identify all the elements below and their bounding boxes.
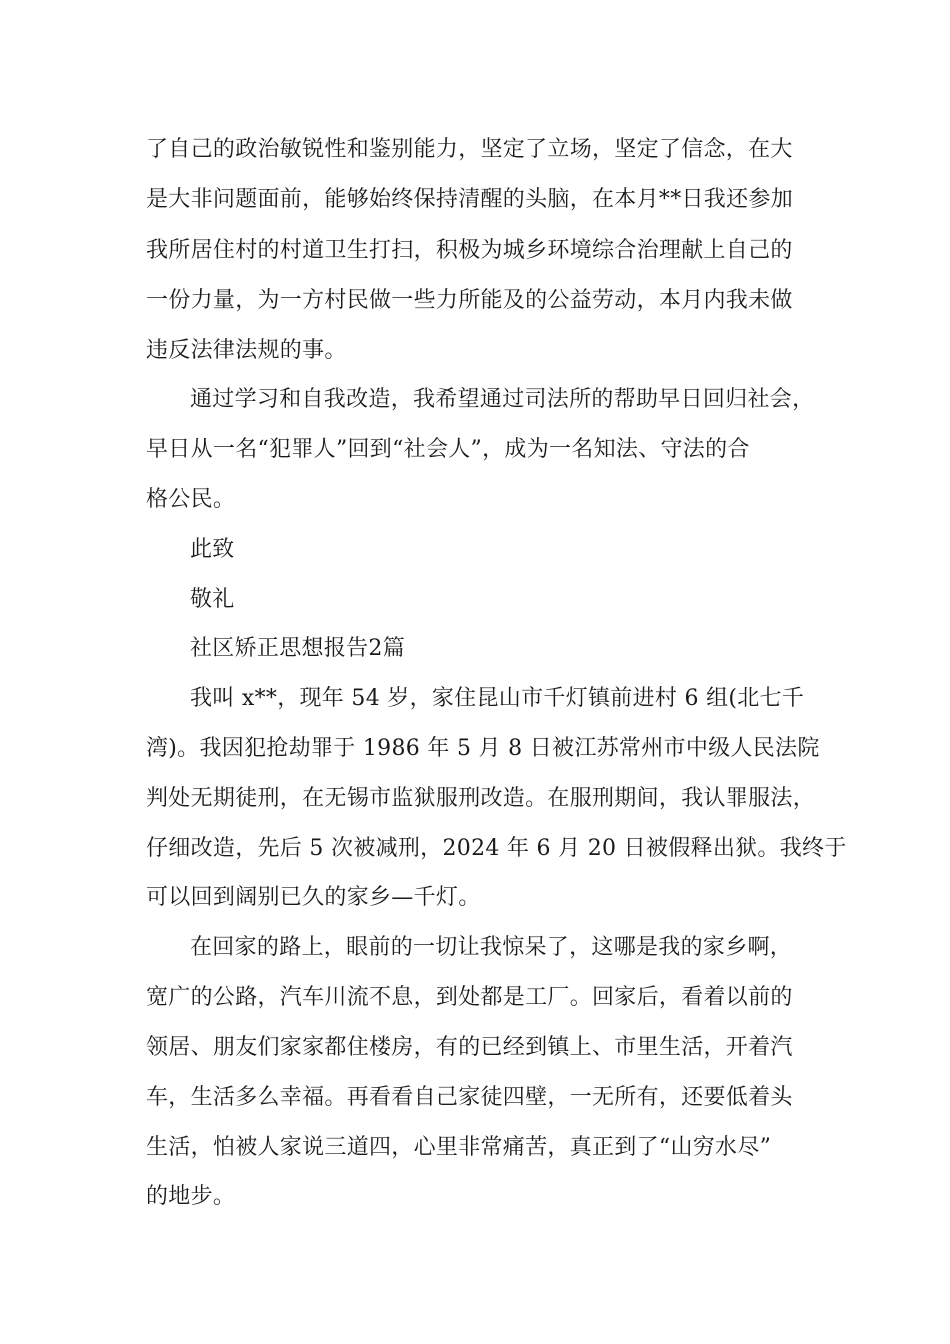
paragraph-line: 通过学习和自我改造，我希望通过司法所的帮助早日回归社会， <box>190 387 815 412</box>
paragraph-line: 宽广的公路，汽车川流不息，到处都是工厂。回家后，看着以前的 <box>146 985 793 1010</box>
paragraph-line: 仔细改造，先后 5 次被减刑，2024 年 6 月 20 日被假释出狱。我终于 <box>146 836 847 861</box>
paragraph-line: 违反法律法规的事。 <box>146 338 347 363</box>
paragraph-line: 判处无期徒刑，在无锡市监狱服刑改造。在服刑期间，我认罪服法， <box>146 786 816 811</box>
section-title: 社区矫正思想报告2篇 <box>190 636 405 661</box>
paragraph-line: 湾)。我因犯抢劫罪于 1986 年 5 月 8 日被江苏常州市中级人民法院 <box>146 736 820 761</box>
paragraph-line: 了自己的政治敏锐性和鉴别能力，坚定了立场，坚定了信念，在大 <box>146 137 793 162</box>
paragraph-line: 在回家的路上，眼前的一切让我惊呆了，这哪是我的家乡啊， <box>190 935 793 960</box>
paragraph-line: 领居、朋友们家家都住楼房，有的已经到镇上、市里生活，开着汽 <box>146 1035 793 1060</box>
paragraph-line: 可以回到阔别已久的家乡—千灯。 <box>146 885 481 910</box>
paragraph-line: 的地步。 <box>146 1184 236 1209</box>
paragraph-line: 格公民。 <box>146 487 236 512</box>
paragraph-line: 是大非问题面前，能够始终保持清醒的头脑，在本月**日我还参加 <box>146 187 794 212</box>
paragraph-line: 我叫 x**，现年 54 岁，家住昆山市千灯镇前进村 6 组(北七千 <box>190 686 805 711</box>
paragraph-line: 早日从一名“犯罪人”回到“社会人”，成为一名知法、守法的合 <box>146 437 750 462</box>
closing-respect: 敬礼 <box>190 587 235 612</box>
paragraph-line: 生活，怕被人家说三道四，心里非常痛苦，真正到了“山穷水尽” <box>146 1135 772 1160</box>
paragraph-line: 我所居住村的村道卫生打扫，积极为城乡环境综合治理献上自己的 <box>146 238 793 263</box>
paragraph-line: 车，生活多么幸福。再看看自己家徒四壁，一无所有，还要低着头 <box>146 1085 793 1110</box>
closing-salutation: 此致 <box>190 537 235 562</box>
paragraph-line: 一份力量，为一方村民做一些力所能及的公益劳动，本月内我未做 <box>146 288 793 313</box>
